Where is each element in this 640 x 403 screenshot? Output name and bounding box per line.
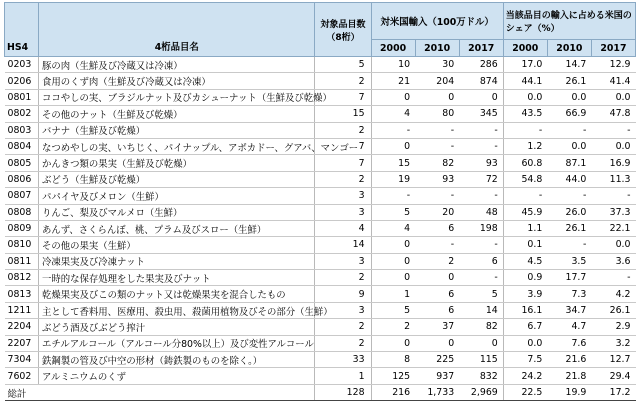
import-2010: - [415,237,459,253]
import-2010: 2 [415,253,459,269]
share-2017: 37.3 [591,204,635,220]
item-count: 2 [315,270,371,286]
import-2010: - [415,122,459,138]
table-row [5,89,636,105]
hs-code: 0810 [5,237,39,253]
hs-code: 0812 [5,270,39,286]
share-2017: 3.2 [591,335,635,351]
import-2010: 82 [415,155,459,171]
share-2017: 29.4 [591,368,635,384]
item-count: 5 [315,57,371,73]
import-2017: 72 [459,171,503,187]
share-2000: 4.5 [503,253,547,269]
share-2017: 26.1 [591,302,635,318]
name-header: 4桁品目名 [39,3,315,57]
share-2010: 44.0 [547,171,591,187]
table-row [5,188,636,204]
share-year-2010: 2010 [547,40,591,57]
share-2010: 3.5 [547,253,591,269]
import-2017: 93 [459,155,503,171]
share-2017: 22.1 [591,220,635,236]
import-2010: - [415,188,459,204]
import-2000: 0 [371,138,415,154]
hs-code: 0811 [5,253,39,269]
imports-year-2017: 2017 [459,40,503,57]
table-row [5,57,636,73]
import-2000: 8 [371,352,415,368]
import-2000: 1 [371,286,415,302]
hs-code: 0808 [5,204,39,220]
item-count: 2 [315,335,371,351]
import-2017: 14 [459,302,503,318]
table-row [5,138,636,154]
hs-code: 0203 [5,57,39,73]
import-2000: 10 [371,57,415,73]
trade-table [4,2,636,401]
share-2017: 2.9 [591,319,635,335]
table-row [5,253,636,269]
table-row [5,368,636,384]
share-2000: 0.0 [503,89,547,105]
share-2010: 87.1 [547,155,591,171]
item-count: 7 [315,138,371,154]
item-name: その他の果実（生鮮） [39,237,315,253]
item-name: エチルアルコール（アルコール分80%以上）及び変性アルコール [39,335,315,351]
share-2010: 21.8 [547,368,591,384]
import-2000: 4 [371,220,415,236]
share-2017: 3.6 [591,253,635,269]
import-2010: 0 [415,89,459,105]
import-2010: 6 [415,220,459,236]
total-count: 128 [315,384,371,400]
import-2017: - [459,237,503,253]
item-name: かんきつ類の果実（生鮮及び乾燥） [39,155,315,171]
item-name: 一時的な保存処理をした果実及びナット [39,270,315,286]
hs-code: 0809 [5,220,39,236]
total-share-2010: 19.9 [547,384,591,400]
share-2000: 16.1 [503,302,547,318]
share-2000: 1.1 [503,220,547,236]
table-row [5,204,636,220]
table-row [5,270,636,286]
share-2017: 0.0 [591,237,635,253]
hs-code: 2207 [5,335,39,351]
table-row [5,237,636,253]
item-count: 9 [315,286,371,302]
share-2010: 0.0 [547,89,591,105]
import-2000: 0 [371,335,415,351]
table-row [5,122,636,138]
table-row [5,106,636,122]
item-count: 3 [315,188,371,204]
share-2010: 26.0 [547,204,591,220]
import-2010: 80 [415,106,459,122]
table-row [5,155,636,171]
import-2010: 93 [415,171,459,187]
import-2000: 0 [371,237,415,253]
item-name: その他のナット（生鮮及び乾燥） [39,106,315,122]
import-2017: 198 [459,220,503,236]
item-name: ココやしの実、ブラジルナット及びカシューナット（生鮮及び乾燥） [39,89,315,105]
share-2000: 1.2 [503,138,547,154]
share-2017: - [591,122,635,138]
import-2010: 0 [415,270,459,286]
table-row [5,335,636,351]
import-2017: 0 [459,89,503,105]
import-2000: 0 [371,253,415,269]
share-2017: 0.0 [591,138,635,154]
item-count: 4 [315,220,371,236]
share-2017: 12.7 [591,352,635,368]
item-name: なつめやしの実、いちじく、パイナップル、アボカドー、グアバ、マンゴー [39,138,315,154]
import-2010: 6 [415,286,459,302]
item-count: 2 [315,319,371,335]
import-2017: 0 [459,335,503,351]
import-2000: 2 [371,319,415,335]
table-row [5,220,636,236]
imports-year-2000: 2000 [371,40,415,57]
item-count: 33 [315,352,371,368]
share-2000: 17.0 [503,57,547,73]
item-count: 2 [315,73,371,89]
import-2000: 125 [371,368,415,384]
item-name: 鉄鋼製の管及び中空の形材（鋳鉄製のものを除く。） [39,352,315,368]
total-share-2000: 22.5 [503,384,547,400]
share-2010: 7.6 [547,335,591,351]
hs-code: 1211 [5,302,39,318]
import-2017: - [459,122,503,138]
share-2000: 43.5 [503,106,547,122]
share-header: 当該品目の輸入に占める米国のシェア（%） [503,3,635,40]
hs-code: 0206 [5,73,39,89]
share-2017: - [591,188,635,204]
hs-code: 0801 [5,89,39,105]
share-2000: 60.8 [503,155,547,171]
share-2010: 0.0 [547,138,591,154]
table-row [5,171,636,187]
share-2010: 26.1 [547,73,591,89]
import-2017: 874 [459,73,503,89]
hs-code: 7304 [5,352,39,368]
item-name: 豚の肉（生鮮及び冷蔵又は冷凍） [39,57,315,73]
import-2000: 19 [371,171,415,187]
share-2017: - [591,270,635,286]
hs-code: 0803 [5,122,39,138]
item-count: 3 [315,302,371,318]
table-row [5,286,636,302]
share-2010: 7.3 [547,286,591,302]
import-2010: 204 [415,73,459,89]
import-2000: - [371,188,415,204]
share-2000: 44.1 [503,73,547,89]
item-name: ぶどう酒及びぶどう搾汁 [39,319,315,335]
hs-code: 0813 [5,286,39,302]
item-count: 2 [315,122,371,138]
import-2000: 0 [371,270,415,286]
table-body [5,57,636,401]
import-2017: 286 [459,57,503,73]
share-2000: 45.9 [503,204,547,220]
hs-code: 2204 [5,319,39,335]
share-2010: 4.7 [547,319,591,335]
table-row [5,302,636,318]
import-2017: - [459,270,503,286]
hs-code: 0807 [5,188,39,204]
hs4-header: HS4 [5,3,39,57]
total-row [5,384,636,400]
import-2017: 82 [459,319,503,335]
import-2010: 20 [415,204,459,220]
import-2017: - [459,188,503,204]
count-header: 対象品目数（8桁） [315,3,371,57]
share-2010: 21.6 [547,352,591,368]
import-2010: 937 [415,368,459,384]
share-2017: 11.3 [591,171,635,187]
share-2000: 6.7 [503,319,547,335]
share-2000: 24.2 [503,368,547,384]
share-2017: 16.9 [591,155,635,171]
share-2010: 34.7 [547,302,591,318]
table-row [5,319,636,335]
import-2017: 5 [459,286,503,302]
import-2017: - [459,138,503,154]
import-2000: 4 [371,106,415,122]
hs-code: 0806 [5,171,39,187]
table-row [5,73,636,89]
import-2000: 15 [371,155,415,171]
item-count: 7 [315,89,371,105]
table-row [5,352,636,368]
share-2010: 17.7 [547,270,591,286]
share-2000: - [503,188,547,204]
imports-header: 対米国輸入（100万ドル） [371,3,503,40]
item-name: あんず、さくらんぼ、桃、プラム及びスロー（生鮮） [39,220,315,236]
item-name: 主として香料用、医療用、殺虫用、殺菌用植物及びその部分（生鮮） [39,302,315,318]
share-2000: 7.5 [503,352,547,368]
total-import-2010: 1,733 [415,384,459,400]
share-2010: 66.9 [547,106,591,122]
total-share-2017: 17.2 [591,384,635,400]
import-2017: 832 [459,368,503,384]
import-2010: - [415,138,459,154]
share-2000: 0.0 [503,335,547,351]
share-2017: 47.8 [591,106,635,122]
share-2000: - [503,122,547,138]
item-count: 3 [315,204,371,220]
share-2010: - [547,188,591,204]
share-2017: 12.9 [591,57,635,73]
total-label: 総計 [5,384,315,400]
item-name: 冷凍果実及び冷凍ナット [39,253,315,269]
import-2000: 5 [371,204,415,220]
import-2010: 6 [415,302,459,318]
share-2010: - [547,237,591,253]
hs-code: 0804 [5,138,39,154]
item-name: バナナ（生鮮及び乾燥） [39,122,315,138]
import-2010: 225 [415,352,459,368]
import-2017: 48 [459,204,503,220]
share-2017: 0.0 [591,89,635,105]
share-2000: 3.9 [503,286,547,302]
item-count: 3 [315,253,371,269]
import-2000: - [371,122,415,138]
import-2000: 21 [371,73,415,89]
share-year-2017: 2017 [591,40,635,57]
item-name: 食用のくず肉（生鮮及び冷蔵又は冷凍） [39,73,315,89]
import-2000: 5 [371,302,415,318]
item-name: りんご、梨及びマルメロ（生鮮） [39,204,315,220]
share-2000: 54.8 [503,171,547,187]
import-2010: 0 [415,335,459,351]
item-count: 1 [315,368,371,384]
share-year-2000: 2000 [503,40,547,57]
import-2010: 37 [415,319,459,335]
item-count: 15 [315,106,371,122]
total-import-2017: 2,969 [459,384,503,400]
share-2010: 14.7 [547,57,591,73]
hs-code: 0802 [5,106,39,122]
import-2017: 345 [459,106,503,122]
hs-code: 7602 [5,368,39,384]
item-name: ぶどう（生鮮及び乾燥） [39,171,315,187]
share-2017: 4.2 [591,286,635,302]
share-2010: 26.1 [547,220,591,236]
share-2010: - [547,122,591,138]
total-import-2000: 216 [371,384,415,400]
item-count: 7 [315,155,371,171]
import-2017: 6 [459,253,503,269]
import-2017: 115 [459,352,503,368]
share-2000: 0.1 [503,237,547,253]
imports-year-2010: 2010 [415,40,459,57]
item-count: 14 [315,237,371,253]
share-2017: 41.4 [591,73,635,89]
import-2000: 0 [371,89,415,105]
share-2000: 0.9 [503,270,547,286]
import-2010: 30 [415,57,459,73]
item-name: アルミニウムのくず [39,368,315,384]
hs-code: 0805 [5,155,39,171]
item-name: 乾燥果実及びこの類のナット又は乾燥果実を混合したもの [39,286,315,302]
item-name: パパイヤ及びメロン（生鮮） [39,188,315,204]
item-count: 2 [315,171,371,187]
